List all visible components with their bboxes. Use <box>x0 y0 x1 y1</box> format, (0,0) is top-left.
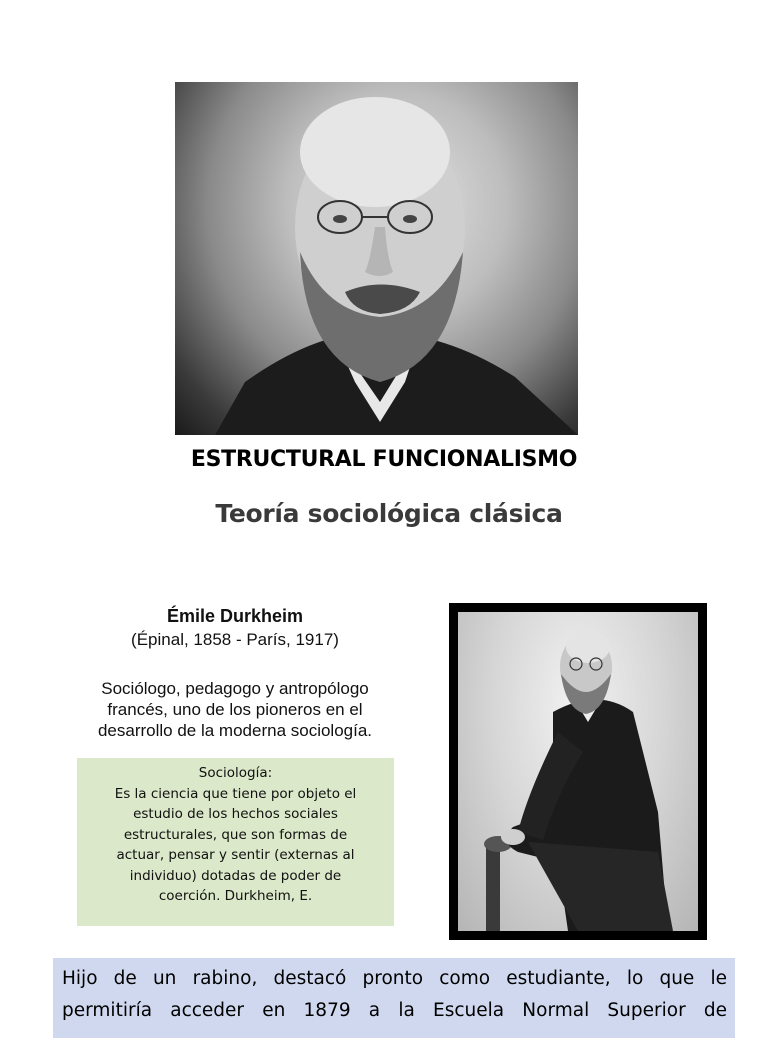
definition-line: individuo) dotadas de poder de <box>129 867 342 884</box>
bio-dates: (Épinal, 1858 - París, 1917) <box>131 630 339 649</box>
bio-description-line: desarrollo de la moderna sociología. <box>97 721 373 740</box>
definition-line: estructurales, que son formas de <box>123 826 348 843</box>
bio-description-line: Sociólogo, pedagogo y antropólogo <box>101 679 369 698</box>
page-subtitle: Teoría sociológica clásica <box>215 499 563 528</box>
definition-box <box>77 758 394 926</box>
bio-description <box>70 678 400 741</box>
definition-line: coerción. Durkheim, E. <box>158 888 313 904</box>
portrait-illustration-top <box>175 82 578 435</box>
definition-line: estudio de los hechos sociales <box>133 806 338 822</box>
biography-line: Hijo de un rabino, destacó pronto como estudiante, lo que le <box>62 968 727 989</box>
biography-line: permitiría acceder en 1879 a la Escuela Normal Superior de <box>62 1000 727 1021</box>
portrait-illustration-seated <box>458 612 698 931</box>
definition-line: actuar, pensar y sentir (externas al <box>116 847 355 863</box>
bio-description-line: francés, uno de los pioneros en el <box>107 700 363 719</box>
bio-name: Émile Durkheim <box>166 606 304 626</box>
page-title: ESTRUCTURAL FUNCIONALISMO <box>190 447 578 472</box>
portrait-photo-framed <box>449 603 707 940</box>
definition-heading: Sociología: <box>198 765 273 781</box>
portrait-photo-top <box>175 82 578 435</box>
biography-text-box <box>53 958 735 1038</box>
definition-line: Es la ciencia que tiene por objeto el <box>114 785 357 802</box>
